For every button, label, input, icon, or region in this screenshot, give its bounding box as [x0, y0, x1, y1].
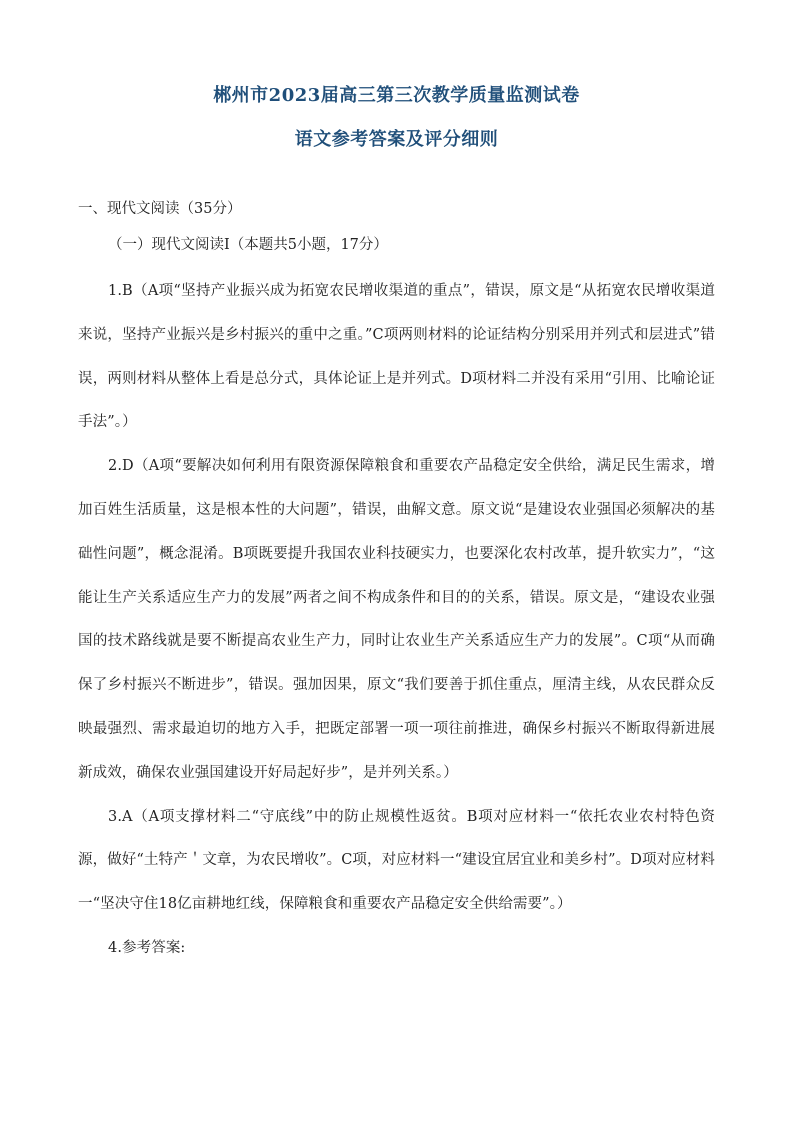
answer-paragraph-1: 1.B（A项“坚持产业振兴成为拓宽农民增收渠道的重点”，错误，原文是“从拓宽农民增收渠道来说，坚持产业振兴是乡村振兴的重中之重。”C项两则材料的论证结构分别采用并列式和层进式”错误，两则材料从整体上看是总分式，具体论证上是并列式。D项材料二并没有采用“引用、比喻论证手法”。）	[78, 283, 715, 431]
section-label: 一、现代文阅读（35分）	[78, 201, 242, 217]
section-heading	[78, 197, 715, 221]
answer-paragraph-4: 4.参考答案:	[108, 939, 186, 956]
answer-paragraph-2: 2.D（A项“要解决如何利用有限资源保障粮食和重要农产品稳定安全供给，满足民生需求，增加百姓生活质量，这是根本性的大问题”，错误，曲解文意。原文说“是建设农业强国必须解决的基础性问题”，概念混淆。B项既要提升我国农业科技硬实力，也要深化农村改革，提升软实力”，“这能让生产关系适应生产力的发展”两者之间不构成条件和目的的关系，错误。原文是，“建设农业强国的技术路线就是要不断提高农业生产力，同时让农业生产关系适应生产力的发展”。C项“从而确保了乡村振兴不断进步”，错误。强加因果，原文“我们要善于抓住重点，厘清主线，从农民群众反映最强烈、需求最迫切的地方入手，把既定部署一项一项往前推进，确保乡村振兴不断取得新进展新成效，确保农业强国建设开好局起好步”，是并列关系。）	[78, 458, 715, 781]
answer-paragraph-3: 3.A（A项支撑材料二“守底线”中的防止规模性返贫。B项对应材料一“依托农业农村特色资源，做好“土特产＇文章，为农民增收”。C项，对应材料一“建设宜居宜业和美乡村”。D项对应材料一“坚决守住18亿亩耕地红线，保障粮食和重要农产品稳定安全供给需要”。）	[78, 808, 715, 913]
page-title: 郴州市2023届高三第三次教学质量监测试卷	[213, 85, 580, 106]
subsection-label: （一）现代文阅读Ⅰ（本题共5小题，17分）	[108, 237, 388, 253]
subsection-heading	[78, 233, 715, 257]
page-subtitle: 语文参考答案及评分细则	[294, 129, 499, 150]
